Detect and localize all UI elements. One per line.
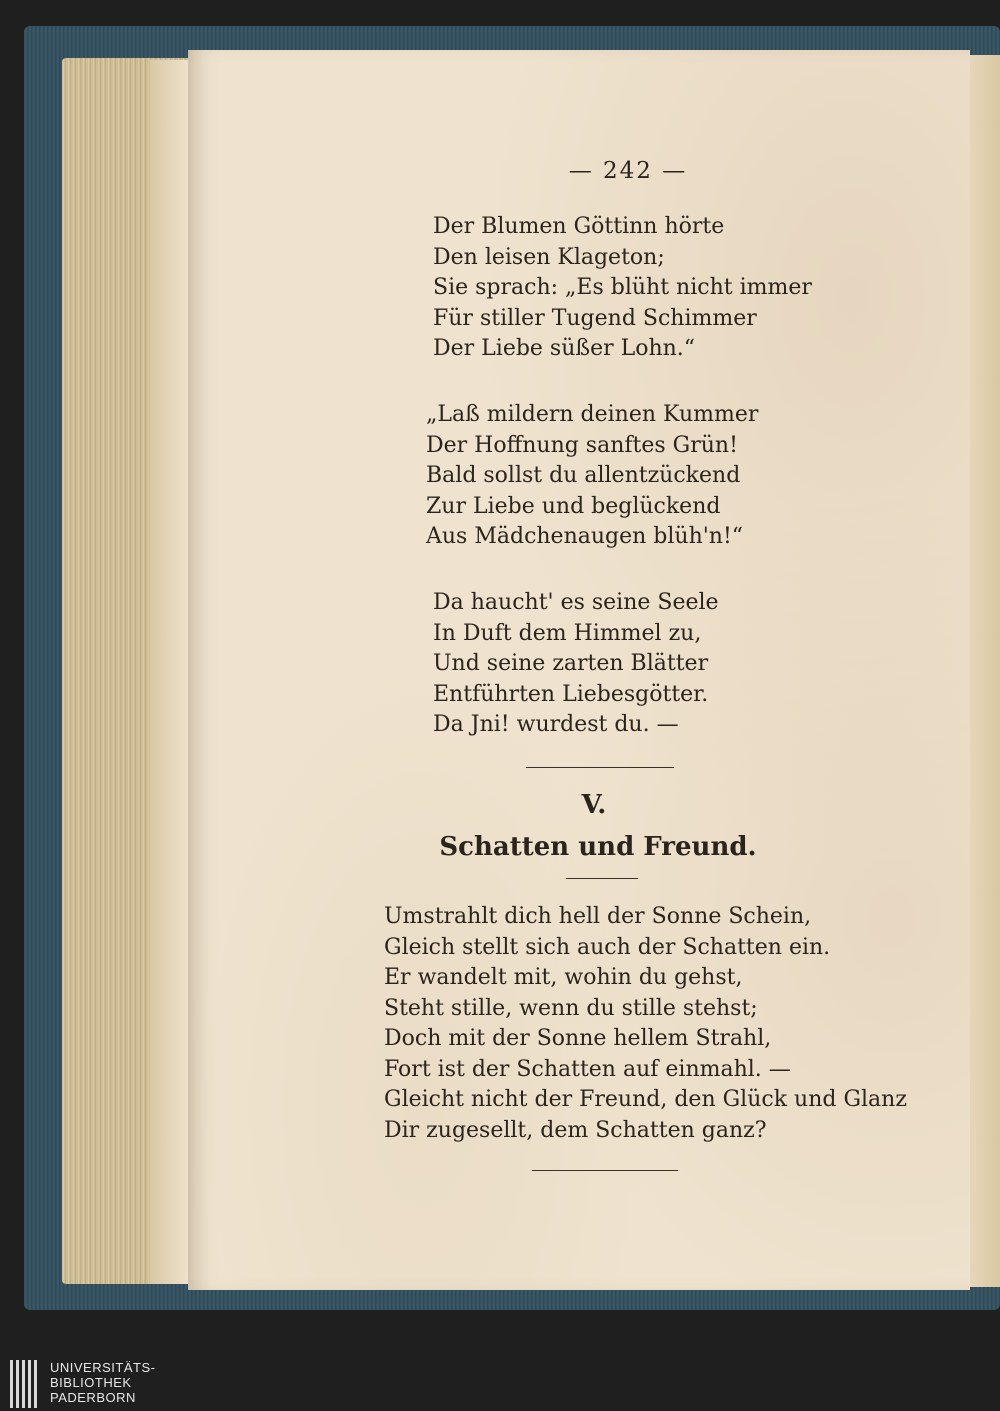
logo-bars-icon	[10, 1360, 44, 1408]
verse-line: Sie sprach: „Es blüht nicht immer	[433, 275, 812, 300]
verse-line: Bald sollst du allentzückend	[426, 463, 741, 488]
poem-schatten-und-freund	[384, 902, 907, 1146]
verse-line: Dir zugesellt, dem Schatten ganz?	[384, 1117, 767, 1143]
separator-rule	[526, 767, 674, 768]
logo-line: BIBLIOTHEK	[50, 1375, 132, 1390]
verse-line: „Laß mildern deinen Kummer	[426, 402, 759, 427]
logo-line: PADERBORN	[50, 1390, 136, 1405]
verse-line: Fort ist der Schatten auf einmahl. —	[384, 1056, 791, 1082]
stanza-1	[433, 212, 812, 365]
verse-line: Der Hoffnung sanftes Grün!	[426, 432, 738, 458]
library-logo	[10, 1360, 250, 1408]
verse-line: Gleich stellt sich auch der Schatten ein.	[384, 934, 831, 960]
logo-text	[50, 1360, 155, 1405]
verse-line: Da haucht' es seine Seele	[433, 590, 719, 615]
verse-line: Steht stille, wenn du stille stehst;	[384, 995, 758, 1021]
page-number: — 242 —	[568, 158, 688, 184]
verse-line: Für stiller Tugend Schimmer	[433, 305, 757, 331]
verse-line: Doch mit der Sonne hellem Strahl,	[384, 1026, 772, 1051]
verse-line: Gleicht nicht der Freund, den Glück und Glanz	[384, 1087, 907, 1112]
verse-line: Da Jni! wurdest du. —	[433, 712, 679, 737]
verse-line: Umstrahlt dich hell der Sonne Schein,	[384, 904, 812, 929]
section-title: Schatten und Freund.	[439, 832, 757, 862]
verse-line: Den leisen Klageton;	[433, 244, 665, 270]
page-edges-inner	[150, 60, 190, 1284]
stanza-3	[433, 588, 719, 741]
book-page	[188, 50, 970, 1290]
verse-line: Aus Mädchenaugen blüh'n!“	[426, 524, 744, 549]
stanza-2	[426, 400, 758, 553]
verse-line: In Duft dem Himmel zu,	[433, 620, 702, 646]
facing-page-edge	[970, 55, 1000, 1287]
verse-line: Der Liebe süßer Lohn.“	[433, 336, 696, 361]
logo-line: UNIVERSITÄTS-	[50, 1360, 156, 1375]
verse-line: Und seine zarten Blätter	[433, 651, 709, 676]
section-number: V.	[581, 790, 607, 820]
verse-line: Der Blumen Göttinn hörte	[433, 214, 725, 239]
verse-line: Entführten Liebesgötter.	[433, 681, 709, 707]
end-rule	[532, 1170, 678, 1171]
title-rule	[566, 878, 638, 879]
verse-line: Zur Liebe und beglückend	[426, 493, 721, 519]
verse-line: Er wandelt mit, wohin du gehst,	[384, 965, 743, 990]
